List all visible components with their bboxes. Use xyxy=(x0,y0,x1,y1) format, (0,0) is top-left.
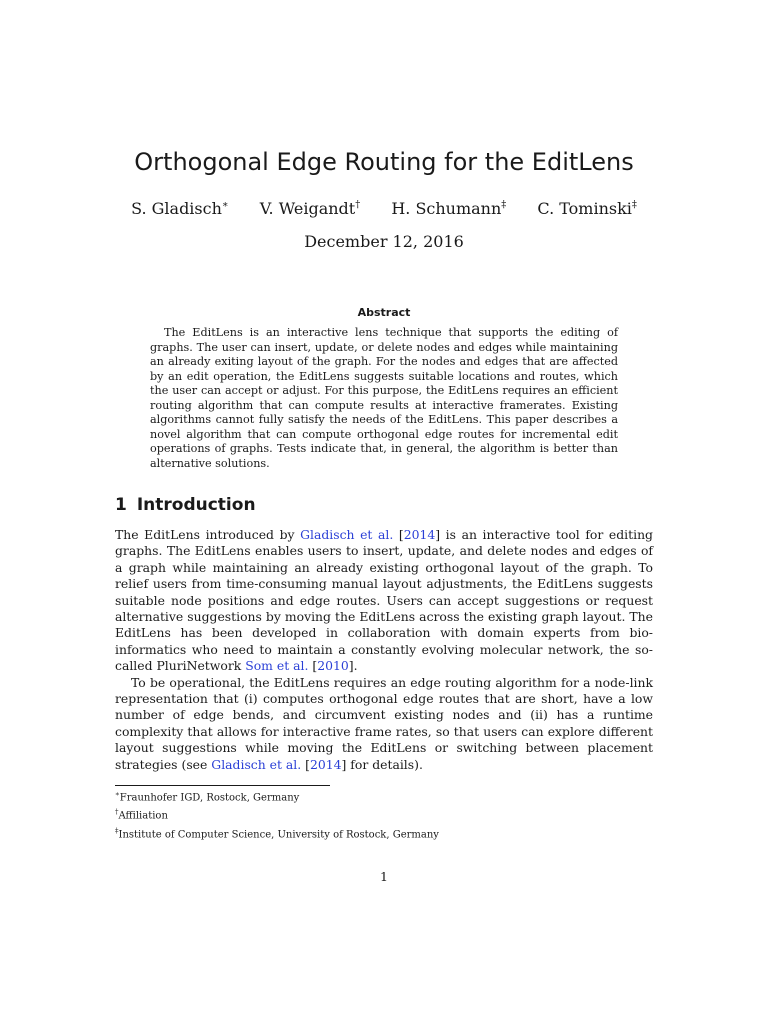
citation-year-link[interactable]: 2014 xyxy=(309,756,342,772)
author: H. Schumann‡ xyxy=(391,199,507,218)
footnotes xyxy=(115,787,655,842)
paper-title: Orthogonal Edge Routing for the EditLens xyxy=(134,148,634,176)
paragraph: To be operational, the EditLens requires an edge routing algorithm for a node-link representation that (i) computes orthogonal edge routes that are short, have a low number of edge bends, and circumvent existing nodes and (ii) has a runtime complexity that allows for interactive frame rates, so that users can explore different layout suggestions while moving the EditLens or switching between placement strategies (see Gladisch et al. [2014] for details). xyxy=(115,674,653,772)
abstract-heading: Abstract xyxy=(357,306,411,319)
footnote-rule xyxy=(115,785,330,786)
citation-link[interactable]: Gladisch et al. xyxy=(300,527,394,542)
author-list xyxy=(0,199,768,218)
section-number: 1 xyxy=(115,495,127,515)
footnote: †Affiliation xyxy=(115,808,168,822)
author: S. Gladisch∗ xyxy=(131,199,229,218)
author: C. Tominski‡ xyxy=(537,199,637,218)
citation-link[interactable]: Gladisch et al. xyxy=(211,756,302,772)
section-title: Introduction xyxy=(136,495,256,515)
abstract-text: The EditLens is an interactive lens technique that supports the editing of graphs. The user can insert, update, or delete nodes and edges while maintaining an already exiting layout of the graph. For the nodes and edges that are affected by an edit operation, the EditLens suggests suitable locations and routes, which the user can accept or adjust. For this purpose, the EditLens requires an efficient routing algorithm that can compute results at interactive framerates. Existing algorithms cannot fully satisfy the needs of the EditLens. This paper describes a novel algorithm that can compute orthogonal edge routes for incremental edit operations of graphs. Tests indicate that, in general, the algorithm is better than alternative solutions. xyxy=(150,326,618,470)
footnote: ∗Fraunhofer IGD, Rostock, Germany xyxy=(115,790,300,804)
citation-year-link[interactable]: 2010 xyxy=(317,658,349,674)
section-heading xyxy=(115,495,256,515)
paragraph: The EditLens introduced by Gladisch et al. [2014] is an interactive tool for editing graphs. The EditLens enables users to insert, update, and delete nodes and edges of a graph while maintaining an already existing orthogonal layout of the graph. To relief users from time-consuming manual layout adjustments, the EditLens suggests suitable node positions and edge routes. Users can accept suggestions or request alternative suggestions by moving the EditLens across the existing graph layout. The EditLens has been developed in collaboration with domain experts from bio-informatics who need to maintain a constantly evolving molecular network, the so-called PluriNetwork Som et al. [2010]. xyxy=(115,527,653,674)
footnote: ‡Institute of Computer Science, University of Rostock, Germany xyxy=(115,826,439,840)
citation-year-link[interactable]: 2014 xyxy=(403,527,436,542)
paper-date: December 12, 2016 xyxy=(304,232,464,251)
page-number: 1 xyxy=(380,869,388,884)
citation-link[interactable]: Som et al. xyxy=(245,658,309,674)
author: V. Weigandt† xyxy=(259,199,361,218)
section-body xyxy=(115,527,653,773)
